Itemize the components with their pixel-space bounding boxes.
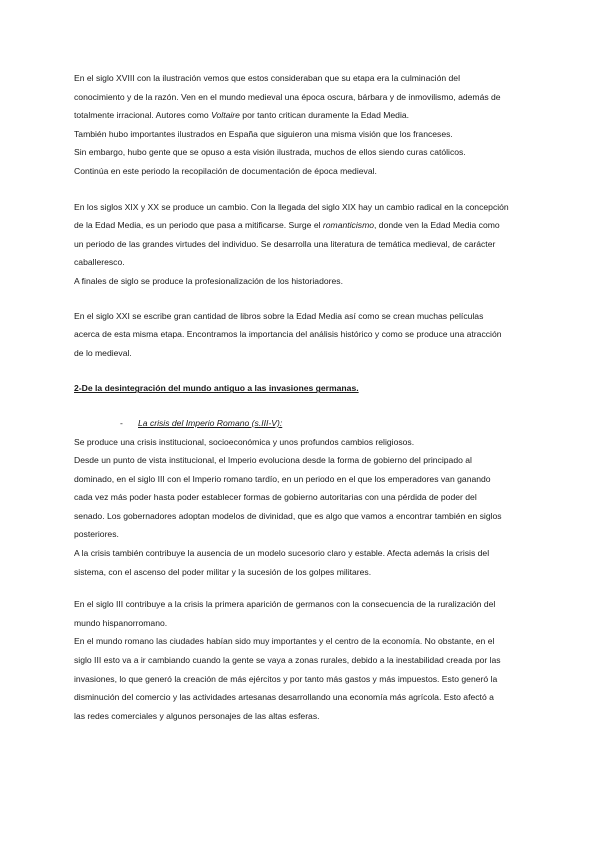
text-span: por tanto critican duramente la Edad Media. (239, 110, 410, 121)
paragraph-illustration (74, 69, 526, 181)
text-line: acerca de esta misma etapa. Encontramos la importancia del análisis histórico y como se produce una atracción (74, 329, 502, 340)
paragraph-germanic-invasions (74, 595, 526, 725)
paragraph-institutional-crisis (74, 433, 526, 582)
text-line: Continúa en este periodo la recopilación de documentación de época medieval. (74, 165, 377, 176)
paragraph-romanticism (74, 198, 526, 291)
text-line (74, 106, 526, 125)
text-span: de la Edad Media, es un periodo que pasa a mitificarse. Surge el (74, 220, 321, 231)
text-line: las redes comerciales y algunos personajes de las altas esferas. (74, 710, 320, 721)
section-heading: 2-De la desintegración del mundo antiguo a las invasiones germanas. (74, 383, 359, 394)
text-line: En el mundo romano las ciudades habían sido muy importantes y el centro de la economía. No obstante, en el (74, 636, 495, 647)
text-line: También hubo importantes ilustrados en España que siguieron una misma visión que los franceses. (74, 128, 453, 139)
text-line: conocimiento y de la razón. Ven en el mundo medieval una época oscura, bárbara y de inmovilismo, además de (74, 91, 501, 102)
text-line: Desde un punto de vista institucional, el Imperio evoluciona desde la forma de gobierno del principado al (74, 455, 472, 466)
list-bullet: - (120, 417, 123, 428)
text-line: Se produce una crisis institucional, socioeconómica y unos profundos cambios religiosos. (74, 436, 415, 447)
emphasis-romanticismo: romanticismo (322, 220, 375, 231)
text-line (74, 216, 526, 235)
text-line: En el siglo XVIII con la ilustración vemos que estos consideraban que su etapa era la culminación del (74, 73, 460, 83)
text-line: posteriores. (74, 529, 119, 540)
text-line: Sin embargo, hubo gente que se opuso a esta visión ilustrada, muchos de ellos siendo curas católicos. (74, 147, 466, 158)
text-line: En el siglo III contribuye a la crisis la primera aparición de germanos con la consecuencia de la ruralización del (74, 599, 496, 610)
text-line: dominado, en el siglo III con el Imperio romano tardío, en un periodo en el que los emperadores van ganando (74, 473, 491, 484)
emphasis-voltaire: Voltaire (211, 110, 240, 121)
text-line: senado. Los gobernadores adoptan modelos de divinidad, que es algo que vamos a encontrar también en siglos (74, 510, 502, 521)
text-line: siglo III esto va a ir cambiando cuando la gente se vaya a zonas rurales, debido a la inestabilidad creada por las (74, 655, 501, 666)
text-line: invasiones, lo que generó la creación de más ejércitos y por tanto más gastos y más impuestos. Esto generó la (74, 673, 498, 684)
text-line: disminución del comercio y las actividades artesanas desarrollando una economía más agrícola. Esto afectó a (74, 692, 494, 703)
text-span: totalmente irracional. Autores como (74, 110, 212, 121)
text-line: cada vez más poder hasta poder establecer formas de gobierno autoritarias con una pérdida de poder del (74, 492, 477, 503)
text-line: sistema, con el ascenso del poder militar y la sucesión de los golpes militares. (74, 566, 372, 577)
text-line: mundo hispanorromano. (74, 617, 168, 628)
text-line: de lo medieval. (74, 347, 132, 358)
text-line: En el siglo XXI se escribe gran cantidad de libros sobre la Edad Media así como se crean muchas películas (74, 310, 484, 321)
text-line: caballeresco. (74, 257, 125, 268)
list-item-label: La crisis del Imperio Romano (s.III-V): (138, 417, 283, 428)
paragraph-xxi-century (74, 307, 526, 363)
text-span: , donde ven la Edad Media como (374, 220, 500, 231)
text-line: un periodo de las grandes virtudes del individuo. Se desarrolla una literatura de temática medieval, de carácter (74, 238, 496, 249)
text-line: A finales de siglo se produce la profesionalización de los historiadores. (74, 275, 343, 286)
text-line: A la crisis también contribuye la ausencia de un modelo sucesorio claro y estable. Afecta además la crisis del (74, 548, 490, 559)
text-line: En los siglos XIX y XX se produce un cambio. Con la llegada del siglo XIX hay un cambio radical en la concepción (74, 201, 509, 212)
list-item-crisis (74, 414, 526, 433)
